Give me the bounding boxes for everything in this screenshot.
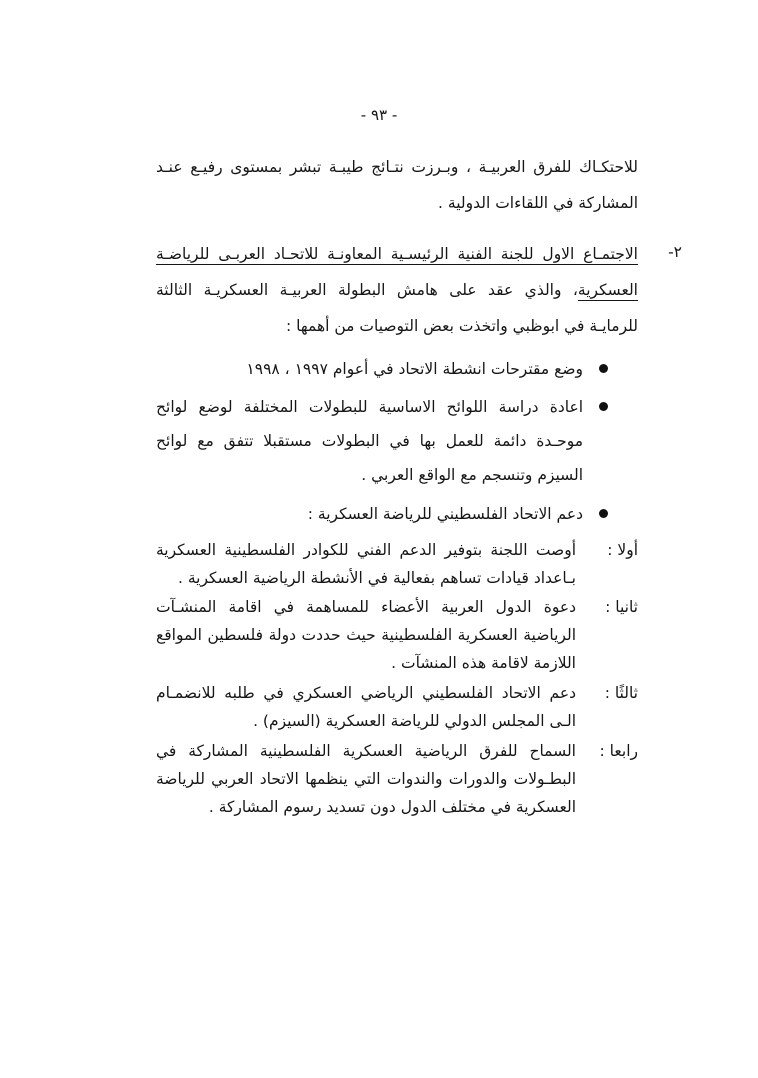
item-2-heading bbox=[156, 237, 638, 344]
document-content bbox=[156, 150, 682, 824]
clause-row bbox=[156, 537, 638, 593]
clause-text: دعوة الدول العربية الأعضاء للمساهمة في اقامة المنشـآت الرياضية العسكرية الفلسطينية حيث حددت دولة فلسطين المواقع اللازمة لاقامة هذه المنشآت . bbox=[156, 598, 576, 673]
clause-list bbox=[156, 537, 638, 822]
bullet-text: اعادة دراسة اللوائح الاساسية للبطولات المختلفة لوضع لوائح موحـدة دائمة للعمل بها في البطولات مستقبلا تتفق مع لوائح السيزم وتنسجم مع الواقع العربي . bbox=[156, 398, 583, 485]
intro-paragraph: للاحتكـاك للفرق العربيـة ، وبـرزت نتـائج طيبـة تبشر بمستوى رفيـع عنـد المشاركة في اللقاءات الدولية . bbox=[156, 158, 638, 212]
bullet-icon bbox=[599, 402, 608, 411]
clause-label: ثالثًا : bbox=[604, 684, 638, 703]
clause-label: ثانيا : bbox=[605, 598, 638, 617]
clause-text: السماح للفرق الرياضية العسكرية الفلسطينية المشاركة في البطـولات والدورات والندوات التي ينظمها الاتحاد العربي للرياضة العسكرية في مختلف الدول دون تسديد رسوم المشاركة . bbox=[156, 741, 576, 816]
bullet-item bbox=[156, 497, 638, 531]
clause-text: دعم الاتحاد الفلسطيني الرياضي العسكري في طلبه للانضمـام الـى المجلس الدولي للرياضة العسكرية (السيزم) . bbox=[156, 684, 576, 731]
item-2-heading-underlined: الاجتمـاع الاول للجنة الفنية الرئيسـية المعاونـة للاتحـاد العربـى للرياضـة العسكرية bbox=[156, 245, 638, 299]
clause-row bbox=[156, 738, 638, 822]
bullet-text: دعم الاتحاد الفلسطيني للرياضة العسكرية : bbox=[307, 504, 583, 523]
bullet-text: وضع مقترحات انشطة الاتحاد في أعوام ١٩٩٧ ، ١٩٩٨ bbox=[246, 360, 583, 379]
bullet-icon bbox=[599, 509, 608, 518]
item-2-heading-rest: ، والذي عقد على هامش البطولة العربيـة العسكريـة الثالثة للرمايـة في ابوظبي واتخذت بعض التوصيات من أهمها : bbox=[156, 280, 638, 335]
clause-text: أوصت اللجنة بتوفير الدعم الفني للكوادر الفلسطينية العسكرية بـاعداد قيادات تساهم بفعالية في الأنشطة الرياضية العسكرية . bbox=[156, 540, 576, 587]
clause-row bbox=[156, 594, 638, 678]
clause-label: أولا : bbox=[607, 540, 638, 559]
bullet-item bbox=[156, 352, 638, 386]
bullet-icon bbox=[599, 364, 608, 373]
item-2-marker: ٢- bbox=[668, 243, 682, 262]
clause-row bbox=[156, 680, 638, 736]
bullet-item bbox=[156, 390, 638, 492]
page-number: - ٩٣ - bbox=[360, 106, 398, 124]
numbered-item-2 bbox=[156, 237, 682, 821]
clause-label: رابعا : bbox=[599, 741, 638, 760]
bullet-list bbox=[156, 352, 638, 530]
